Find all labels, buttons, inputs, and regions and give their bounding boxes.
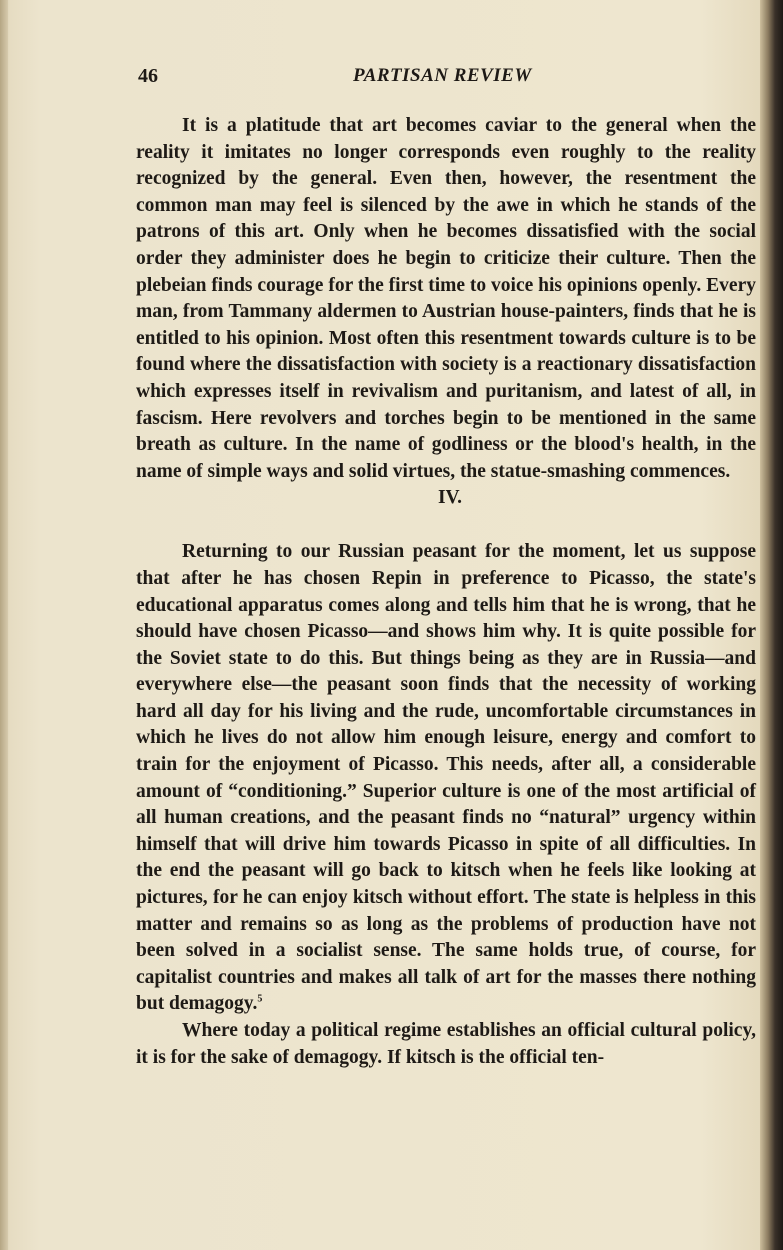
footnote-marker: 5 [257,993,263,1005]
page-header [138,65,750,91]
paragraph-1: It is a platitude that art becomes caviar to the general when the reality it imitates no longer corresponds even roughly to the reality recognized by the general. Even then, however, the resentment the common man may feel is silenced by the awe in which he stands of the patrons of this art. Only when he becomes dissatisfied with the social order they administer does he begin to criticize their culture. Then the plebeian finds courage for the first time to voice his opinions openly. Every man, from Tammany aldermen to Austrian house-painters, finds that he is entitled to his opinion. Most often this resentment towards culture is to be found where the dissatisfaction with society is a reactionary dissatisfaction which expresses itself in revivalism and puritanism, and latest of all, in fascism. Here revolvers and torches begin to be mentioned in the same breath as culture. In the name of godliness or the blood's health, in the name of simple ways and solid virtues, the statue-smashing commences. [136,115,756,482]
running-title: PARTISAN REVIEW [353,65,532,86]
paragraph-2-text: Returning to our Russian peasant for the moment, let us suppose that after he has chosen Repin in preference to Picasso, the state's educational apparatus comes along and tells him that he is wrong, that he should have chosen Picasso—and shows him why. It is quite possible for the Soviet state to do this. But things being as they are in Russia—and everywhere else—the peasant soon finds that the necessity of working hard all day for his living and the rude, uncomfortable circumstances in which he lives do not allow him enough leisure, energy and comfort to train for the enjoyment of Picasso. This needs, after all, a considerable amount of “conditioning.” Superior culture is one of the most artificial of all human creations, and the peasant finds no “natural” urgency within himself that will drive him towards Picasso in spite of all difficulties. In the end the peasant will go back to kitsch when he feels like looking at pictures, for he can enjoy kitsch without effort. The state is helpless in this matter and remains so as long as the problems of production have not been solved in a socialist sense. The same holds true, of course, for capitalist countries and makes all talk of art for the masses there nothing but demagogy. [136,541,756,1015]
body-text [136,113,756,1071]
page-edge-shadow [760,0,783,1250]
paragraph-3: Where today a political regime establishes an official cultural policy, it is for the sake of demagogy. If kitsch is the official ten- [136,1020,756,1068]
section-number: IV. [437,487,463,509]
paragraph-2 [136,539,756,1018]
page-gutter-shadow [0,0,8,1250]
page-number: 46 [138,65,158,87]
